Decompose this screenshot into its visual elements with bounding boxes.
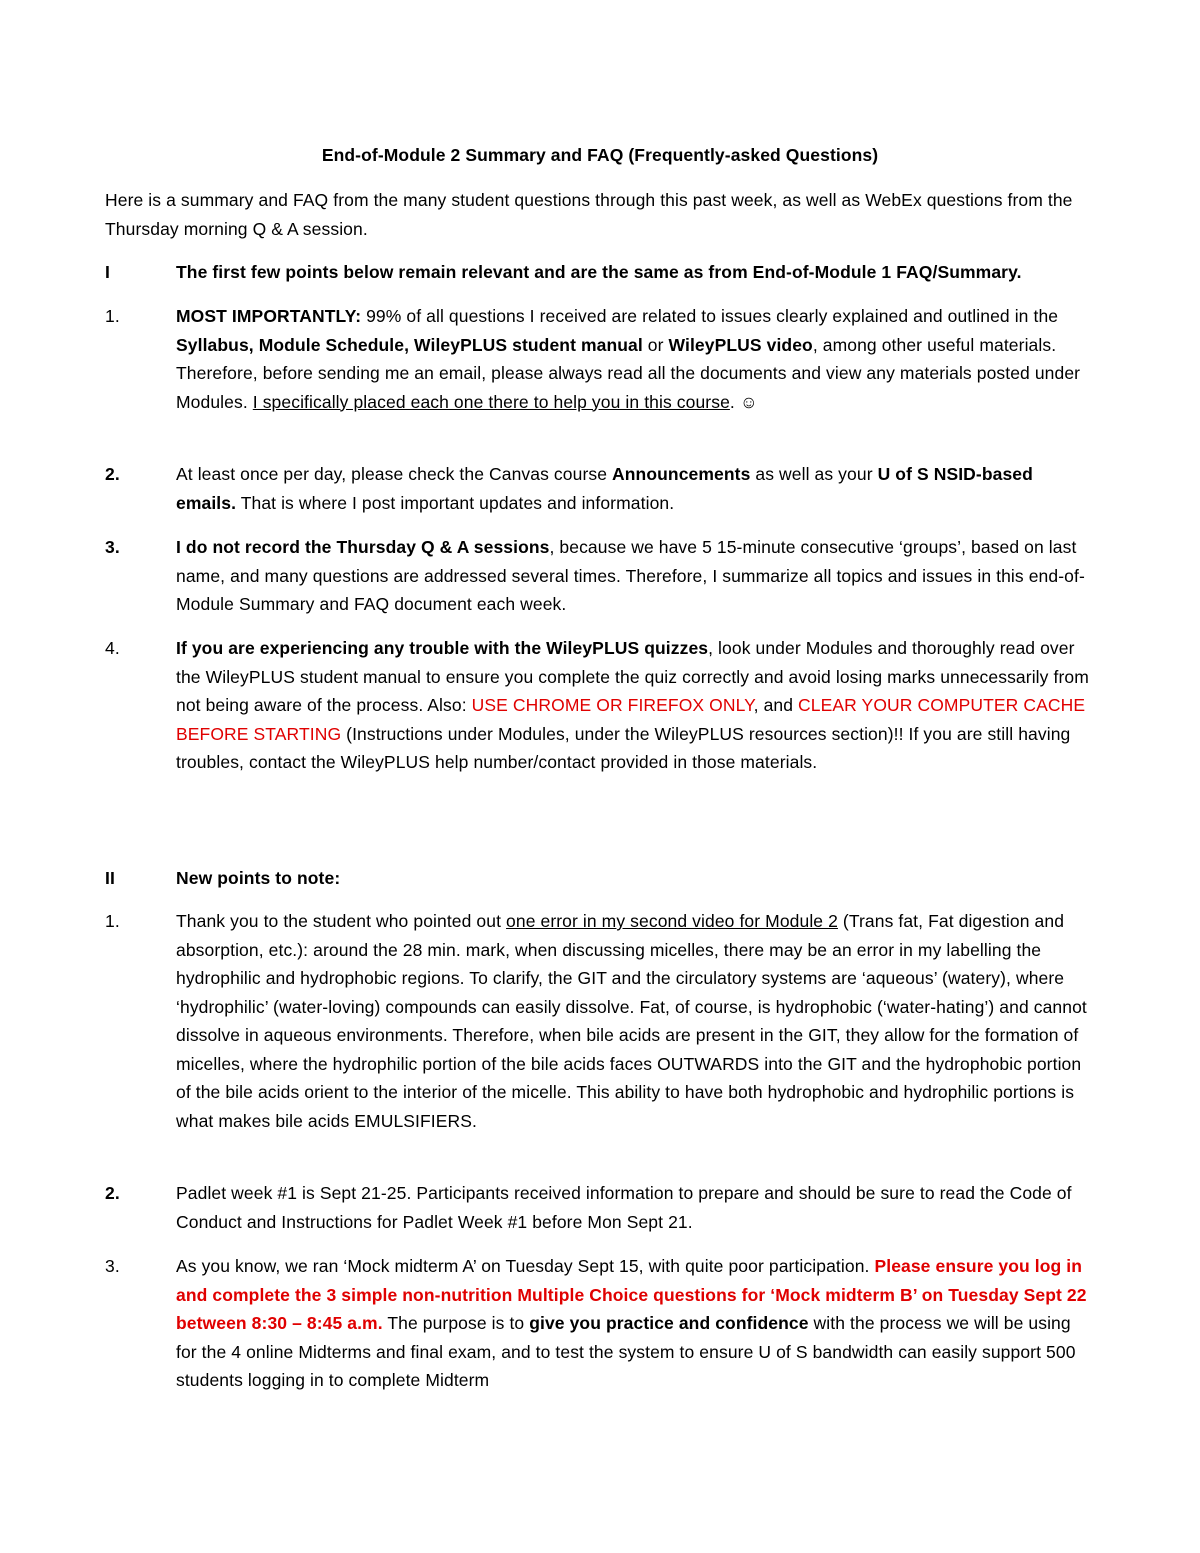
underlined-text: one error in my second video for Module 2 (506, 911, 838, 931)
text-run: . ☺ (729, 391, 758, 412)
text-run: Padlet week #1 is Sept 21-25. Participants received information to prepare and should be sure to read the Code of Conduct and Instructions for Padlet Week #1 before Mon Sept 21. (176, 1183, 1072, 1232)
item-text (176, 634, 1096, 777)
text-run: At least once per day, please check the Canvas course (176, 464, 613, 484)
section-1-numeral: I (105, 262, 110, 282)
item-number: 1. (105, 911, 120, 931)
text-run: (Instructions under Modules, under the WileyPLUS resources section)!! If you are still having troubles, contact the WileyPLUS help number/contact provided in those materials. (176, 723, 1071, 772)
intro-paragraph: Here is a summary and FAQ from the many student questions through this past week, as well as WebEx questions from the Thursday morning Q & A session. (105, 190, 1073, 239)
text-run: give you practice and confidence (529, 1313, 809, 1333)
red-emphasis-text: Please ensure you log in and complete the 3 simple non-nutrition Multiple Choice questions for ‘Mock midterm B’ on Tuesday Sept 22 between 8:30 – 8:45 a.m. (176, 1256, 1087, 1333)
text-run: Syllabus, Module Schedule, WileyPLUS student manual (176, 334, 643, 355)
item-number: 2. (105, 464, 120, 484)
text-run: Thank you to the student who pointed out (176, 911, 507, 931)
item-number: 1. (105, 306, 120, 326)
text-run: 99% of all questions I received are related to issues clearly explained and outlined in the (361, 306, 1059, 326)
item-text (176, 1252, 1096, 1395)
text-run: or (642, 334, 669, 355)
red-emphasis-text: USE CHROME OR FIREFOX ONLY (471, 695, 754, 715)
text-run: That is where I post important updates and information. (236, 492, 675, 513)
text-run: with the process we will be using for the 4 online Midterms and final exam, and to test the system to ensure U of S bandwidth can easily support 500 students logging in to complete Midterm (176, 1313, 1076, 1390)
text-run: as well as your (750, 464, 878, 484)
red-emphasis-text: CLEAR YOUR COMPUTER CACHE BEFORE STARTING (176, 695, 1086, 744)
text-run: , because we have 5 15-minute consecutive ‘groups’, based on last name, and many questions are addressed several times. Therefore, I summarize all topics and issues in this end-of-Module Summary and FAQ document each week. (176, 537, 1085, 614)
section-1-title: The first few points below remain relevant and are the same as from End-of-Module 1 FAQ/Summary. (176, 262, 1022, 282)
text-run: WileyPLUS video (668, 334, 813, 355)
item-text (176, 907, 1096, 1135)
text-run: , among other useful materials. Therefore, before sending me an email, please always read all the documents and view any materials posted under Modules. (176, 334, 1081, 412)
text-run: U of S NSID-based emails. (176, 464, 1033, 513)
text-run: (Trans fat, Fat digestion and absorption, etc.): around the 28 min. mark, when discussing micelles, there may be an error in my labelling the hydrophilic and hydrophobic regions. To clarify, the GIT and the circulatory systems are ‘aqueous’ (watery), where ‘hydrophilic’ (water-loving) compounds can easily dissolve. Fat, of course, is hydrophobic (‘water-hating’) and cannot dissolve in aqueous environments. Therefore, when bile acids are present in the GIT, they allow for the formation of micelles, where the hydrophilic portion of the bile acids faces OUTWARDS into the GIT and the hydrophobic portion of the bile acids orient to the interior of the micelle. This ability to have both hydrophobic and hydrophilic portions is what makes bile acids EMULSIFIERS. (176, 911, 1087, 1131)
text-run: As you know, we ran ‘Mock midterm A’ on Tuesday Sept 15, with quite poor participation. (176, 1256, 875, 1276)
underlined-text: I specifically placed each one there to help you in this course (252, 391, 730, 412)
section-2-title: New points to note: (176, 868, 341, 888)
item-text (176, 460, 1096, 517)
item-text (176, 1179, 1096, 1236)
text-run: , look under Modules and thoroughly read over the WileyPLUS student manual to ensure you complete the quiz correctly and avoid losing marks unnecessarily from not being aware of the process. Also: (176, 638, 1089, 715)
item-number: 3. (105, 1256, 120, 1276)
item-number: 4. (105, 638, 120, 658)
section-2-numeral: II (105, 868, 115, 888)
item-number: 2. (105, 1183, 120, 1203)
text-run: Announcements (612, 464, 751, 484)
text-run: , and (753, 695, 799, 715)
text-run: If you are experiencing any trouble with the WileyPLUS quizzes (176, 638, 709, 658)
item-text (176, 533, 1096, 619)
text-run: I do not record the Thursday Q & A sessions (176, 537, 550, 557)
text-run: MOST IMPORTANTLY: (176, 306, 362, 326)
item-number: 3. (105, 537, 120, 557)
item-text (176, 302, 1096, 416)
document-title: End-of-Module 2 Summary and FAQ (Frequently-asked Questions) (321, 145, 879, 165)
text-run: The purpose is to (382, 1313, 530, 1333)
